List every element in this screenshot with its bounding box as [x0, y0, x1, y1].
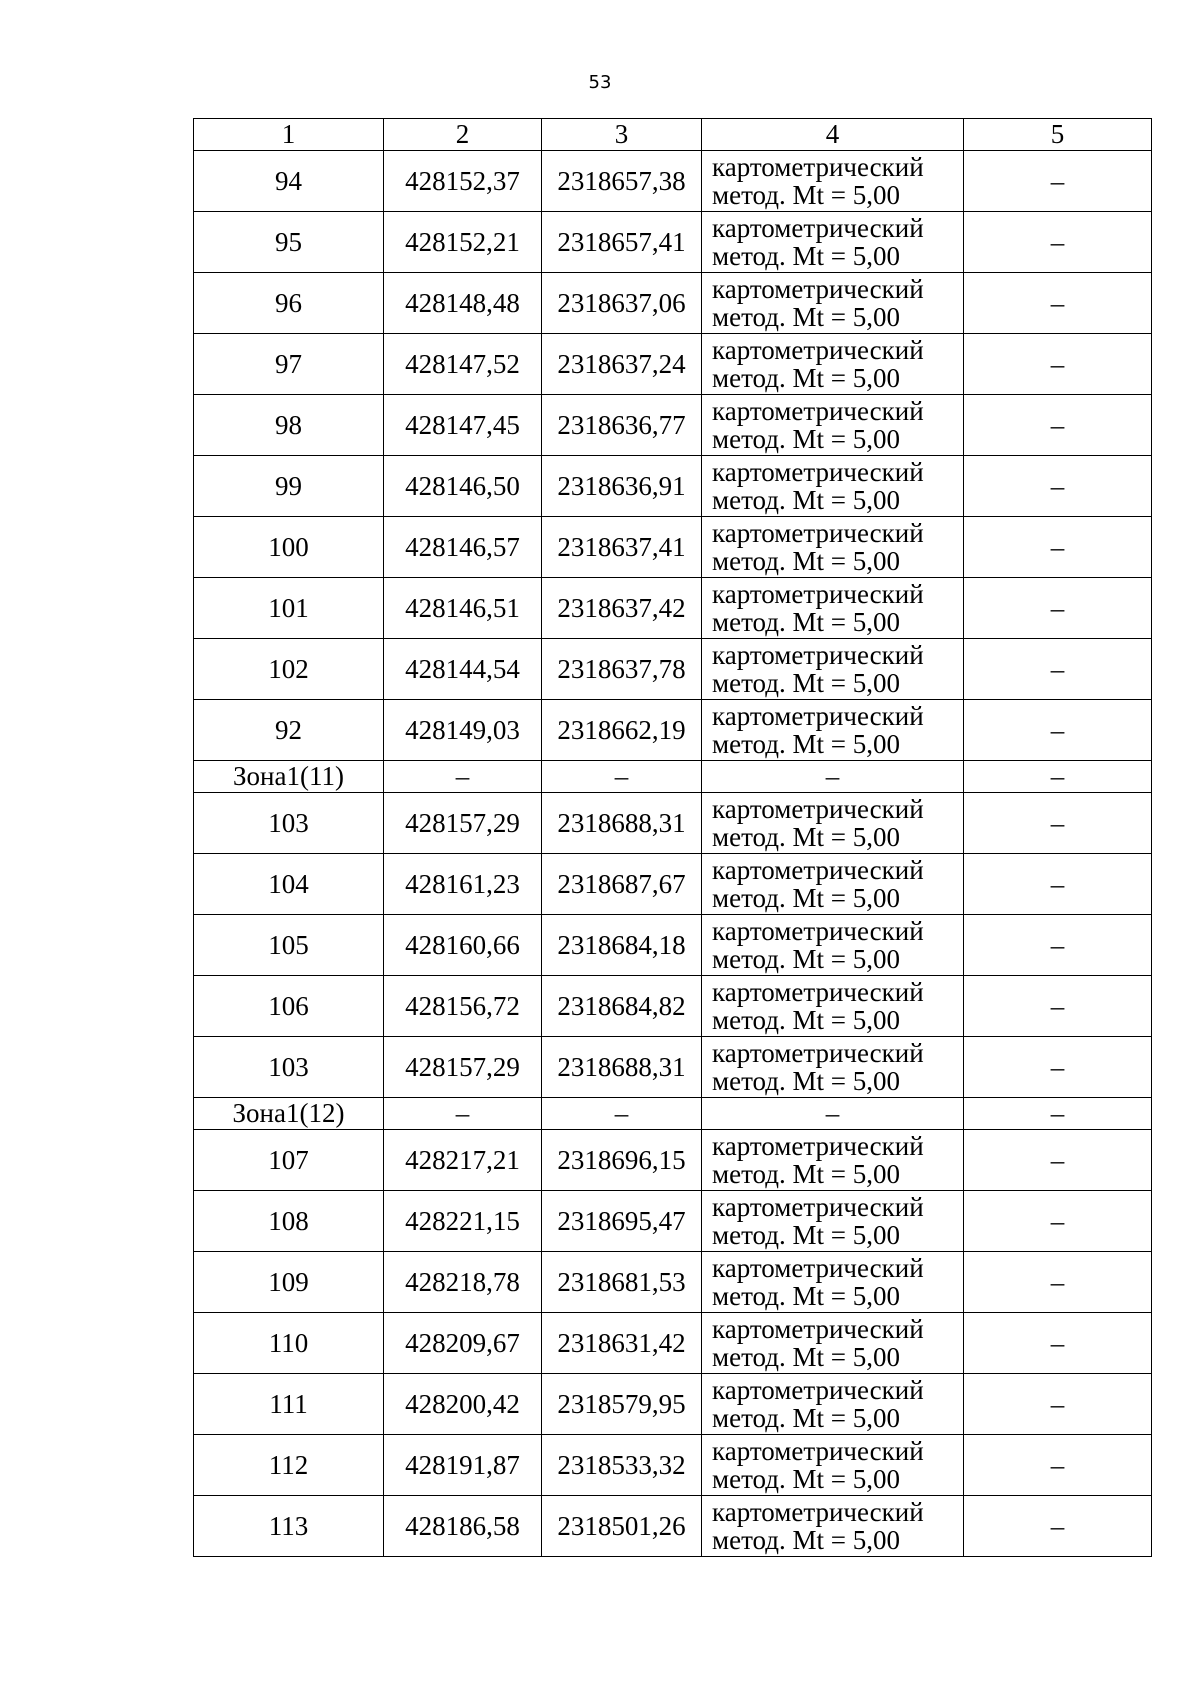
method-cell	[702, 578, 964, 639]
x-coordinate: 428218,78	[384, 1252, 542, 1313]
column-5-value: –	[964, 1130, 1152, 1191]
y-coordinate: 2318684,82	[542, 976, 702, 1037]
x-coordinate: 428157,29	[384, 793, 542, 854]
column-5-value: –	[964, 1037, 1152, 1098]
method-name: картометрический	[712, 1131, 924, 1161]
x-coordinate: 428157,29	[384, 1037, 542, 1098]
table-header	[194, 119, 1152, 151]
y-coordinate: 2318695,47	[542, 1191, 702, 1252]
method-cell	[702, 700, 964, 761]
table-row	[194, 151, 1152, 212]
point-number: 103	[194, 1037, 384, 1098]
method-cell	[702, 1130, 964, 1191]
method-name: картометрический	[712, 855, 924, 885]
x-coordinate: 428146,51	[384, 578, 542, 639]
method-cell	[702, 151, 964, 212]
table-row	[194, 1435, 1152, 1496]
table-row	[194, 793, 1152, 854]
method-accuracy: метод. Mt = 5,00	[712, 729, 900, 759]
y-coordinate: 2318662,19	[542, 700, 702, 761]
method-cell	[702, 517, 964, 578]
column-5-value: –	[964, 793, 1152, 854]
method-accuracy: метод. Mt = 5,00	[712, 1403, 900, 1433]
method-accuracy: метод. Mt = 5,00	[712, 944, 900, 974]
y-coordinate: 2318681,53	[542, 1252, 702, 1313]
table-row	[194, 639, 1152, 700]
table-row	[194, 1191, 1152, 1252]
method-name: картометрический	[712, 701, 924, 731]
method-cell	[702, 1037, 964, 1098]
point-number: 104	[194, 854, 384, 915]
method-name: картометрический	[712, 1253, 924, 1283]
y-coordinate: 2318637,06	[542, 273, 702, 334]
column-5-value: –	[964, 761, 1152, 793]
table-row	[194, 395, 1152, 456]
method-cell	[702, 1313, 964, 1374]
table-row	[194, 1496, 1152, 1557]
column-5-value: –	[964, 578, 1152, 639]
point-number: 111	[194, 1374, 384, 1435]
point-number: 108	[194, 1191, 384, 1252]
column-5-value: –	[964, 334, 1152, 395]
method-accuracy: метод. Mt = 5,00	[712, 1464, 900, 1494]
header-col-3: 3	[542, 119, 702, 151]
column-5-value: –	[964, 976, 1152, 1037]
table-row	[194, 578, 1152, 639]
coordinates-table	[193, 118, 1152, 1557]
table-row	[194, 854, 1152, 915]
x-coordinate: 428152,21	[384, 212, 542, 273]
point-number: 100	[194, 517, 384, 578]
method-name: картометрический	[712, 1497, 924, 1527]
zone-row	[194, 1098, 1152, 1130]
column-5-value: –	[964, 915, 1152, 976]
method-accuracy: метод. Mt = 5,00	[712, 241, 900, 271]
point-number: 112	[194, 1435, 384, 1496]
y-coordinate: 2318684,18	[542, 915, 702, 976]
method-cell	[702, 273, 964, 334]
table-row	[194, 273, 1152, 334]
y-coordinate: 2318579,95	[542, 1374, 702, 1435]
y-coordinate: 2318657,41	[542, 212, 702, 273]
x-coordinate: –	[384, 761, 542, 793]
table-row	[194, 700, 1152, 761]
method-accuracy: метод. Mt = 5,00	[712, 1342, 900, 1372]
y-coordinate: 2318687,67	[542, 854, 702, 915]
method-accuracy: метод. Mt = 5,00	[712, 607, 900, 637]
point-number: 103	[194, 793, 384, 854]
point-number: 97	[194, 334, 384, 395]
method-name: картометрический	[712, 977, 924, 1007]
method-cell	[702, 639, 964, 700]
method-name: картометрический	[712, 518, 924, 548]
header-row	[194, 119, 1152, 151]
point-number: 99	[194, 456, 384, 517]
y-coordinate: 2318636,91	[542, 456, 702, 517]
table-row	[194, 976, 1152, 1037]
method-accuracy: метод. Mt = 5,00	[712, 180, 900, 210]
point-number: 109	[194, 1252, 384, 1313]
x-coordinate: –	[384, 1098, 542, 1130]
header-col-4: 4	[702, 119, 964, 151]
page-number: 53	[588, 72, 612, 93]
column-5-value: –	[964, 1435, 1152, 1496]
y-coordinate: –	[542, 761, 702, 793]
method-accuracy: метод. Mt = 5,00	[712, 424, 900, 454]
y-coordinate: 2318636,77	[542, 395, 702, 456]
x-coordinate: 428152,37	[384, 151, 542, 212]
point-number: 107	[194, 1130, 384, 1191]
method-name: картометрический	[712, 274, 924, 304]
table-row	[194, 212, 1152, 273]
x-coordinate: 428160,66	[384, 915, 542, 976]
method-name: картометрический	[712, 794, 924, 824]
column-5-value: –	[964, 639, 1152, 700]
method-accuracy: метод. Mt = 5,00	[712, 485, 900, 515]
method-name: картометрический	[712, 640, 924, 670]
column-5-value: –	[964, 395, 1152, 456]
table-row	[194, 456, 1152, 517]
zone-label: Зона1(11)	[194, 761, 384, 793]
point-number: 94	[194, 151, 384, 212]
method-cell	[702, 334, 964, 395]
method-accuracy: метод. Mt = 5,00	[712, 1159, 900, 1189]
header-col-1: 1	[194, 119, 384, 151]
table-row	[194, 1252, 1152, 1313]
method-name: картометрический	[712, 1192, 924, 1222]
method-cell	[702, 915, 964, 976]
method-cell: –	[702, 1098, 964, 1130]
y-coordinate: 2318631,42	[542, 1313, 702, 1374]
x-coordinate: 428191,87	[384, 1435, 542, 1496]
point-number: 105	[194, 915, 384, 976]
point-number: 102	[194, 639, 384, 700]
x-coordinate: 428144,54	[384, 639, 542, 700]
column-5-value: –	[964, 1191, 1152, 1252]
method-name: картометрический	[712, 1314, 924, 1344]
method-accuracy: метод. Mt = 5,00	[712, 1066, 900, 1096]
point-number: 92	[194, 700, 384, 761]
zone-label: Зона1(12)	[194, 1098, 384, 1130]
x-coordinate: 428221,15	[384, 1191, 542, 1252]
x-coordinate: 428147,45	[384, 395, 542, 456]
method-cell	[702, 1252, 964, 1313]
point-number: 95	[194, 212, 384, 273]
x-coordinate: 428148,48	[384, 273, 542, 334]
method-cell	[702, 854, 964, 915]
method-cell	[702, 976, 964, 1037]
column-5-value: –	[964, 1313, 1152, 1374]
method-cell	[702, 1191, 964, 1252]
y-coordinate: –	[542, 1098, 702, 1130]
y-coordinate: 2318696,15	[542, 1130, 702, 1191]
y-coordinate: 2318637,41	[542, 517, 702, 578]
column-5-value: –	[964, 1252, 1152, 1313]
method-accuracy: метод. Mt = 5,00	[712, 363, 900, 393]
method-cell	[702, 1496, 964, 1557]
table-row	[194, 1374, 1152, 1435]
point-number: 101	[194, 578, 384, 639]
zone-row	[194, 761, 1152, 793]
y-coordinate: 2318533,32	[542, 1435, 702, 1496]
column-5-value: –	[964, 1098, 1152, 1130]
y-coordinate: 2318637,24	[542, 334, 702, 395]
column-5-value: –	[964, 517, 1152, 578]
point-number: 113	[194, 1496, 384, 1557]
column-5-value: –	[964, 1374, 1152, 1435]
column-5-value: –	[964, 273, 1152, 334]
table-row	[194, 1037, 1152, 1098]
method-name: картометрический	[712, 213, 924, 243]
method-name: картометрический	[712, 396, 924, 426]
table-row	[194, 517, 1152, 578]
method-name: картометрический	[712, 579, 924, 609]
method-name: картометрический	[712, 152, 924, 182]
x-coordinate: 428217,21	[384, 1130, 542, 1191]
table-row	[194, 915, 1152, 976]
method-accuracy: метод. Mt = 5,00	[712, 302, 900, 332]
table-body	[194, 151, 1152, 1557]
x-coordinate: 428156,72	[384, 976, 542, 1037]
method-cell	[702, 395, 964, 456]
column-5-value: –	[964, 700, 1152, 761]
x-coordinate: 428146,57	[384, 517, 542, 578]
x-coordinate: 428146,50	[384, 456, 542, 517]
column-5-value: –	[964, 456, 1152, 517]
x-coordinate: 428161,23	[384, 854, 542, 915]
method-cell	[702, 793, 964, 854]
method-accuracy: метод. Mt = 5,00	[712, 1525, 900, 1555]
y-coordinate: 2318688,31	[542, 1037, 702, 1098]
method-cell: –	[702, 761, 964, 793]
method-accuracy: метод. Mt = 5,00	[712, 883, 900, 913]
y-coordinate: 2318657,38	[542, 151, 702, 212]
method-name: картометрический	[712, 916, 924, 946]
header-col-5: 5	[964, 119, 1152, 151]
x-coordinate: 428200,42	[384, 1374, 542, 1435]
method-name: картометрический	[712, 457, 924, 487]
column-5-value: –	[964, 151, 1152, 212]
method-cell	[702, 1374, 964, 1435]
method-accuracy: метод. Mt = 5,00	[712, 546, 900, 576]
method-accuracy: метод. Mt = 5,00	[712, 822, 900, 852]
method-name: картометрический	[712, 1436, 924, 1466]
table-row	[194, 1130, 1152, 1191]
table-row	[194, 1313, 1152, 1374]
method-accuracy: метод. Mt = 5,00	[712, 1005, 900, 1035]
column-5-value: –	[964, 1496, 1152, 1557]
x-coordinate: 428186,58	[384, 1496, 542, 1557]
y-coordinate: 2318637,78	[542, 639, 702, 700]
method-cell	[702, 456, 964, 517]
header-col-2: 2	[384, 119, 542, 151]
method-accuracy: метод. Mt = 5,00	[712, 668, 900, 698]
point-number: 98	[194, 395, 384, 456]
method-cell	[702, 212, 964, 273]
point-number: 96	[194, 273, 384, 334]
x-coordinate: 428209,67	[384, 1313, 542, 1374]
y-coordinate: 2318501,26	[542, 1496, 702, 1557]
y-coordinate: 2318688,31	[542, 793, 702, 854]
y-coordinate: 2318637,42	[542, 578, 702, 639]
method-name: картометрический	[712, 1038, 924, 1068]
method-cell	[702, 1435, 964, 1496]
column-5-value: –	[964, 212, 1152, 273]
method-name: картометрический	[712, 1375, 924, 1405]
method-accuracy: метод. Mt = 5,00	[712, 1281, 900, 1311]
column-5-value: –	[964, 854, 1152, 915]
point-number: 110	[194, 1313, 384, 1374]
method-accuracy: метод. Mt = 5,00	[712, 1220, 900, 1250]
point-number: 106	[194, 976, 384, 1037]
table-row	[194, 334, 1152, 395]
x-coordinate: 428149,03	[384, 700, 542, 761]
x-coordinate: 428147,52	[384, 334, 542, 395]
method-name: картометрический	[712, 335, 924, 365]
